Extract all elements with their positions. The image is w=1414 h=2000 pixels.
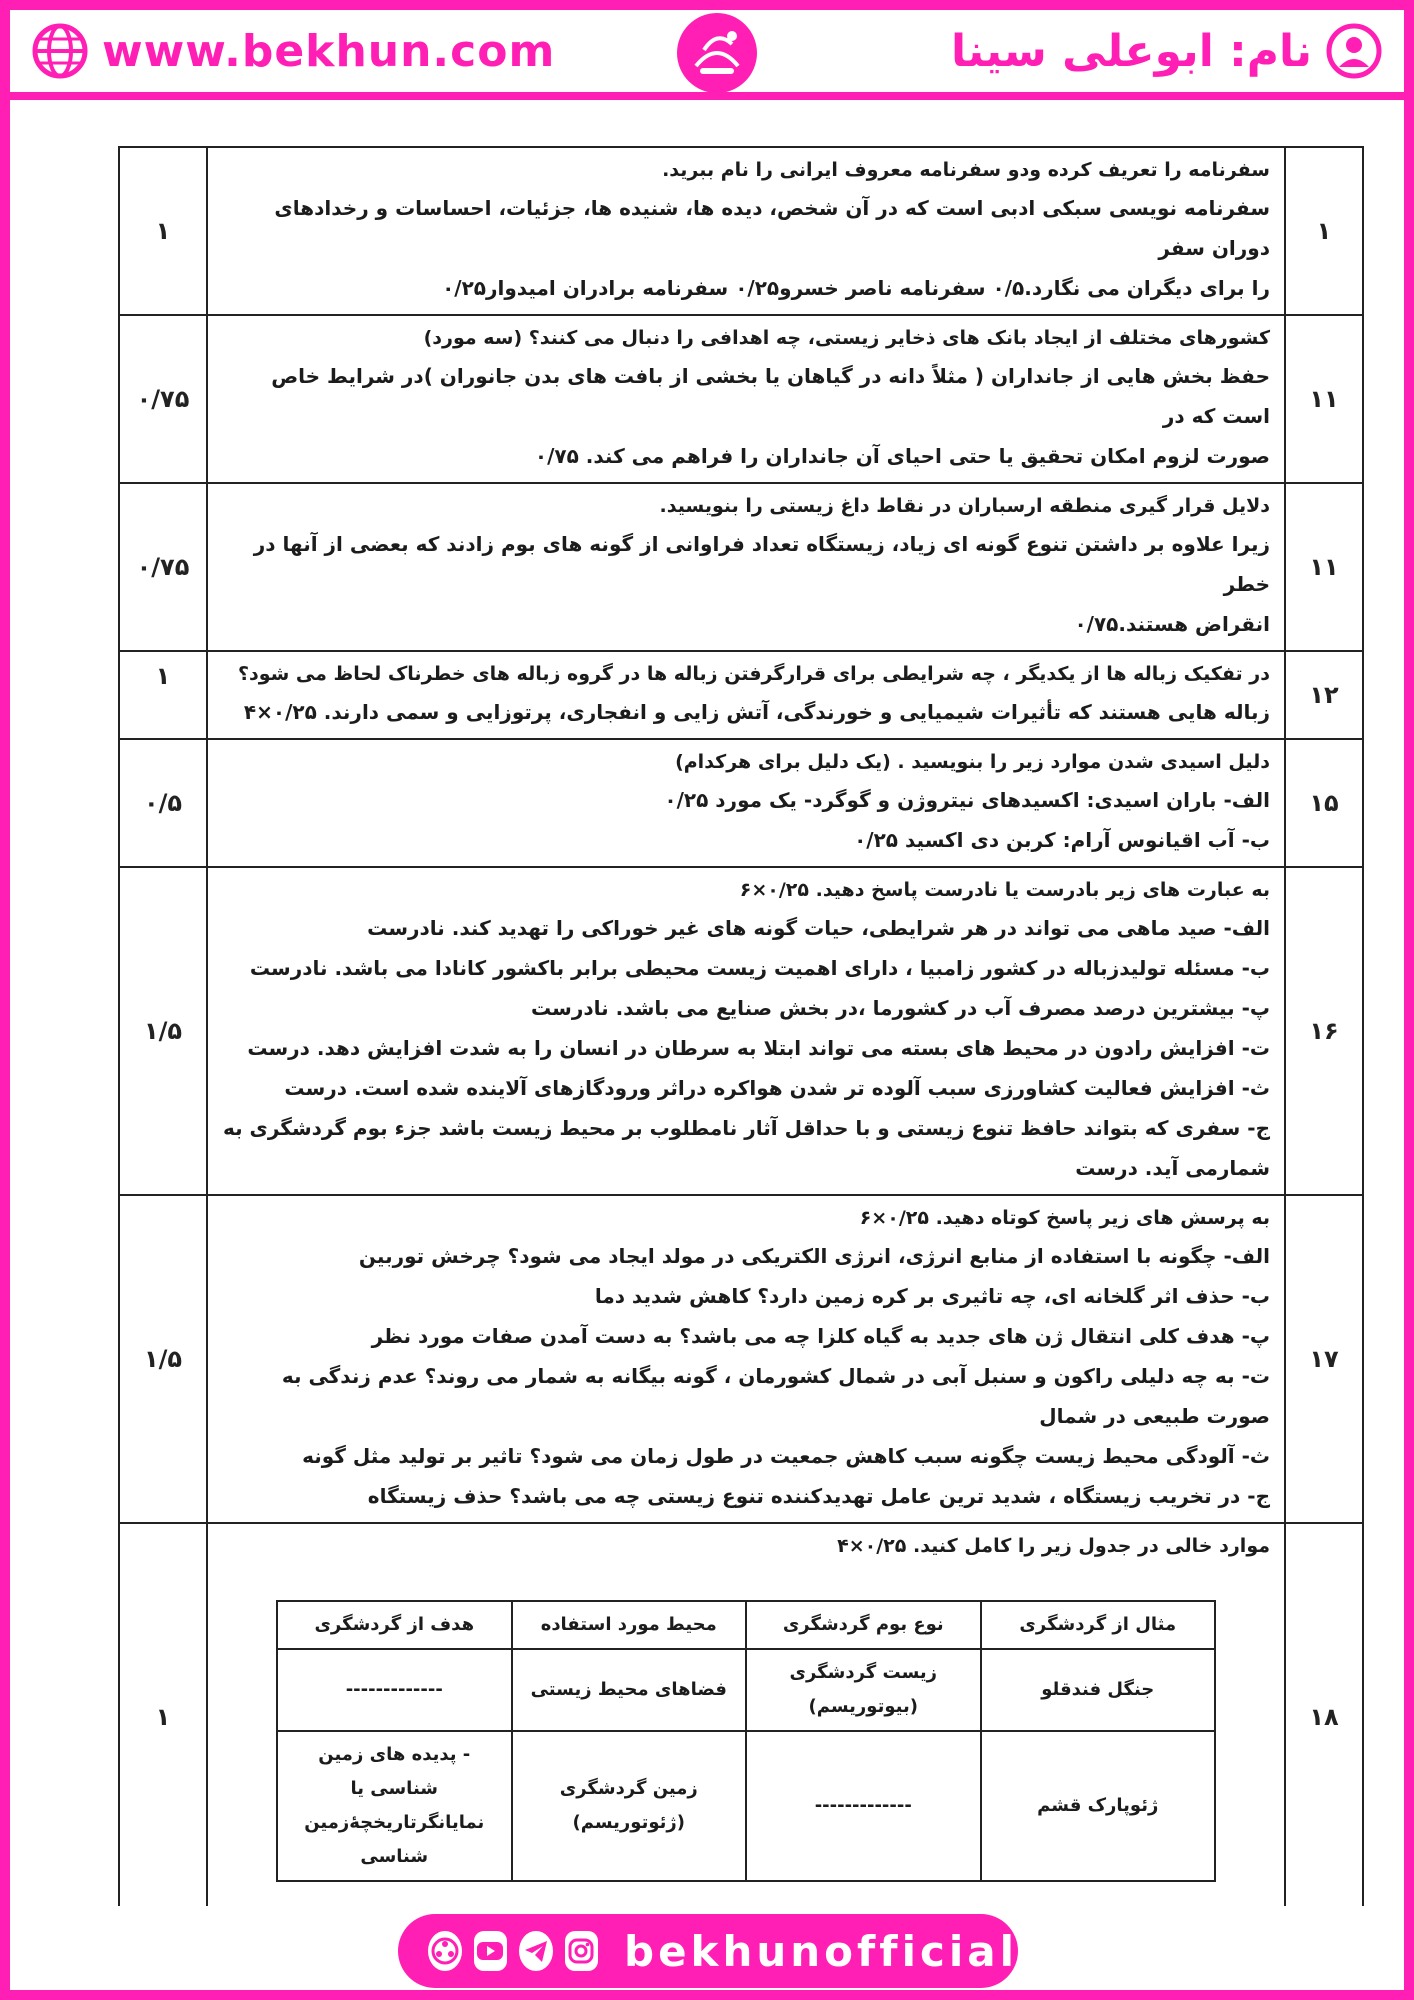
exam-table (118, 146, 1364, 1906)
header-bar (10, 10, 1404, 100)
question-body (207, 483, 1285, 651)
film-icon[interactable] (428, 1931, 462, 1971)
question-score: ۰/۷۵ (119, 315, 207, 483)
answer-line: ج- سفری که بتواند حافظ تنوع زیستی و با حداقل آثار نامطلوب بر محیط زیست باشد جزء بوم گردشگری به شمارمی آید. درست (222, 1116, 1270, 1180)
question-score: ۰/۷۵ (119, 483, 207, 651)
question-score: ۱ (119, 147, 207, 315)
question-body (207, 739, 1285, 867)
answer-line: پ- بیشترین درصد مصرف آب در کشورما ،در بخش صنایع می باشد. نادرست (530, 996, 1270, 1020)
telegram-icon[interactable] (519, 1931, 553, 1971)
question-text: دلایل قرار گیری منطقه ارسباران در نقاط داغ زیستی را بنویسید. (659, 495, 1270, 517)
question-number: ۱۵ (1285, 739, 1363, 867)
question-body (207, 867, 1285, 1195)
answer-line: ت- به چه دلیلی راکون و سنبل آبی در شمال کشورمان ، گونه بیگانه به شمار می روند؟ عدم زندگی به صورت طبیعی در شمال (281, 1364, 1270, 1428)
table-cell: زیست گردشگری (بیوتوریسم) (746, 1649, 981, 1731)
youtube-icon[interactable] (474, 1931, 508, 1971)
question-text: در تفکیک زباله ها از یکدیگر ، چه شرایطی برای قرارگرفتن زباله ها در گروه زباله های خطرناک لحاظ می شود؟ (237, 663, 1270, 685)
question-number: ۱۷ (1285, 1195, 1363, 1523)
table-cell: زمین گردشگری (ژئوتوریسم) (512, 1731, 747, 1881)
answer-line: را برای دیگران می نگارد.۰/۵ سفرنامه ناصر خسرو۰/۲۵ سفرنامه برادران امیدوار۰/۲۵ (442, 276, 1270, 300)
question-row (119, 867, 1363, 1195)
question-score: ۱ (119, 1523, 207, 1906)
question-text: کشورهای مختلف از ایجاد بانک های ذخایر زیستی، چه اهدافی را دنبال می کنند؟ (سه مورد) (423, 327, 1270, 349)
answer-line: ب- آب اقیانوس آرام: کربن دی اکسید ۰/۲۵ (854, 828, 1270, 852)
answer-line: الف- صید ماهی می تواند در هر شرایطی، حیات گونه های غیر خوراکی را تهدید کند. نادرست (367, 916, 1270, 940)
question-row (119, 739, 1363, 867)
question-row (119, 483, 1363, 651)
question-body (207, 651, 1285, 739)
table-cell: جنگل فندقلو (981, 1649, 1216, 1731)
globe-icon (32, 23, 88, 79)
table-cell: فضاهای محیط زیستی (512, 1649, 747, 1731)
social-handle[interactable]: bekhunofficial (624, 1926, 1019, 1976)
question-body (207, 1523, 1285, 1906)
question-score: ۰/۵ (119, 739, 207, 867)
question-text: به پرسش های زیر پاسخ کوتاه دهید. ۰/۲۵×۶ (859, 1207, 1270, 1229)
question-number: ۱۱ (1285, 483, 1363, 651)
brand-logo (674, 10, 760, 96)
instagram-icon[interactable] (565, 1931, 599, 1971)
answer-line: الف- باران اسیدی: اکسیدهای نیتروژن و گوگرد- یک مورد ۰/۲۵ (664, 788, 1270, 812)
answer-line: زیرا علاوه بر داشتن تنوع گونه ای زیاد، زیستگاه تعداد فراوانی از گونه های بوم زادند که بعضی از آنها در خطر (253, 532, 1270, 596)
table-cell: ------------- (746, 1731, 981, 1881)
table-header-row (277, 1601, 1215, 1649)
question-row (119, 1195, 1363, 1523)
question-score: ۱/۵ (119, 867, 207, 1195)
answer-line: سفرنامه نویسی سبکی ادبی است که در آن شخص، دیده ها، شنیده ها، جزئیات، احساسات و رخدادهای دوران سفر (274, 196, 1270, 260)
question-text: به عبارت های زیر بادرست یا نادرست پاسخ دهید. ۰/۲۵×۶ (739, 879, 1270, 901)
question-number: ۱۱ (1285, 315, 1363, 483)
question-number: ۱۶ (1285, 867, 1363, 1195)
table-row (277, 1731, 1215, 1881)
question-body (207, 147, 1285, 315)
site-link[interactable] (32, 20, 555, 82)
table-row (277, 1649, 1215, 1731)
tourism-table (276, 1600, 1216, 1882)
question-row (119, 315, 1363, 483)
question-row (119, 651, 1363, 739)
student-name (951, 20, 1382, 82)
user-icon (1326, 23, 1382, 79)
table-cell: ژئوپارک قشم (981, 1731, 1216, 1881)
question-number: ۱ (1285, 147, 1363, 315)
table-cell: - پدیده های زمین شناسی یا نمایانگرتاریخچۀزمین شناسی (277, 1731, 512, 1881)
answer-line: ب- حذف اثر گلخانه ای، چه تاثیری بر کره زمین دارد؟ کاهش شدید دما (594, 1284, 1270, 1308)
answer-line: ث- آلودگی محیط زیست چگونه سبب کاهش جمعیت در طول زمان می شود؟ تاثیر بر تولید مثل گونه (302, 1444, 1270, 1468)
answer-line: ث- افزایش فعالیت کشاورزی سبب آلوده تر شدن هواکره دراثر ورودگازهای آلاینده شده است. درست (284, 1076, 1270, 1100)
site-url[interactable]: www.bekhun.com (102, 25, 556, 77)
table-cell: ------------- (277, 1649, 512, 1731)
answer-line: حفظ بخش هایی از جانداران ( مثلاً دانه در گیاهان یا بخشی از بافت های بدن جانوران )در شرایط خاص است که در (271, 364, 1270, 428)
question-number: ۱۸ (1285, 1523, 1363, 1906)
answer-line: ج- در تخریب زیستگاه ، شدید ترین عامل تهدیدکننده تنوع زیستی چه می باشد؟ حذف زیستگاه (367, 1484, 1270, 1508)
answer-line: پ- هدف کلی انتقال ژن های جدید به گیاه کلزا چه می باشد؟ به دست آمدن صفات مورد نظر (371, 1324, 1270, 1348)
table-header: محیط مورد استفاده (512, 1601, 747, 1649)
question-row (119, 1523, 1363, 1906)
question-score: ۱/۵ (119, 1195, 207, 1523)
question-body (207, 315, 1285, 483)
answer-line: صورت لزوم امکان تحقیق یا حتی احیای آن جانداران را فراهم می کند. ۰/۷۵ (534, 444, 1270, 468)
question-text: دلیل اسیدی شدن موارد زیر را بنویسید . (یک دلیل برای هرکدام) (675, 751, 1270, 773)
table-header: مثال از گردشگری (981, 1601, 1216, 1649)
student-name-text: نام: ابوعلی سینا (951, 25, 1312, 77)
exam-sheet (118, 146, 1364, 1906)
question-text: سفرنامه را تعریف کرده ودو سفرنامه معروف ایرانی را نام ببرید. (662, 159, 1270, 181)
question-number: ۱۲ (1285, 651, 1363, 739)
answer-line: الف- چگونه با استفاده از منابع انرژی، انرژی الکتریکی در مولد ایجاد می شود؟ چرخش توربین (358, 1244, 1270, 1268)
table-header: نوع بوم گردشگری (746, 1601, 981, 1649)
question-row (119, 147, 1363, 315)
answer-line: ب- مسئله تولیدزباله در کشور زامبیا ، دارای اهمیت زیست محیطی برابر باکشور کانادا می باشد. نادرست (249, 956, 1270, 980)
footer-bar (10, 1914, 1404, 1990)
question-text: موارد خالی در جدول زیر را کامل کنید. ۰/۲۵×۴ (837, 1535, 1270, 1557)
answer-line: انقراض هستند.۰/۷۵ (1074, 612, 1270, 636)
social-pill[interactable] (398, 1914, 1018, 1988)
question-body (207, 1195, 1285, 1523)
table-header: هدف از گردشگری (277, 1601, 512, 1649)
answer-line: ت- افزایش رادون در محیط های بسته می تواند ابتلا به سرطان در انسان را به شدت افزایش دهد. درست (247, 1036, 1270, 1060)
question-score: ۱ (119, 651, 207, 739)
answer-line: زباله هایی هستند که تأثیرات شیمیایی و خورندگی، آتش زایی و انفجاری، پرتوزایی و سمی دارند. ۰/۲۵×۴ (243, 700, 1270, 724)
